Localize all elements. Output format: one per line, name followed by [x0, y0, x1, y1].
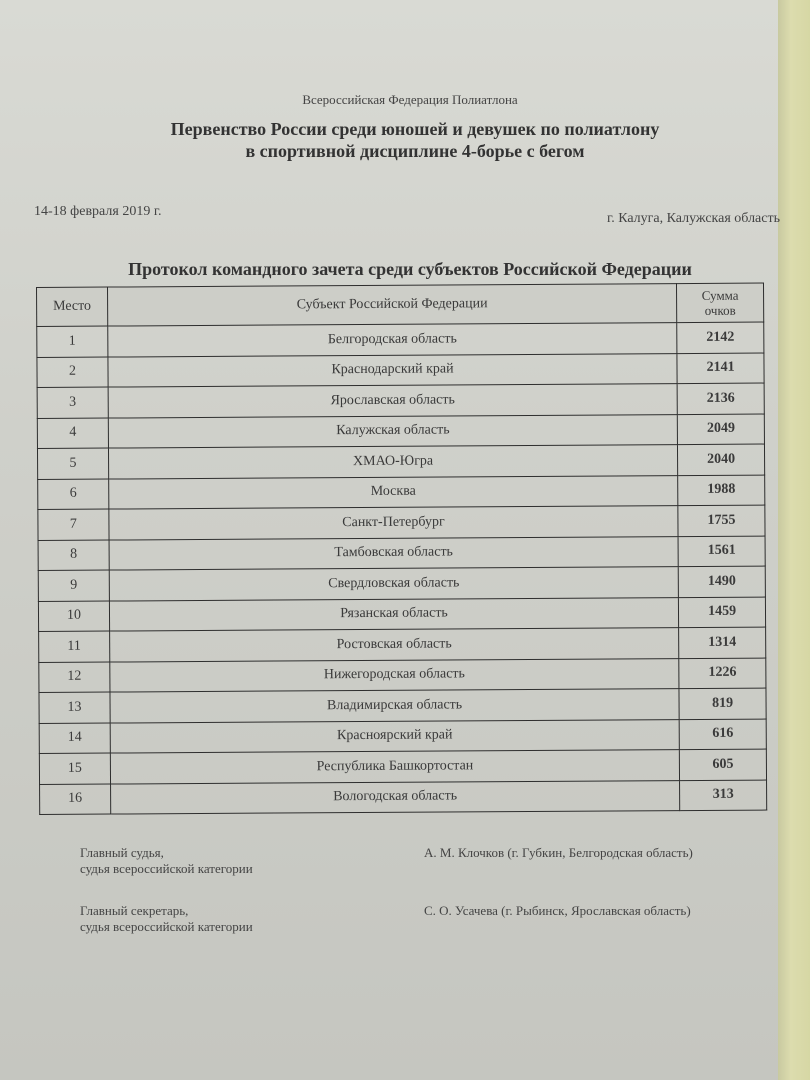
cell-points: 1226	[679, 658, 766, 689]
cell-points: 1459	[679, 597, 766, 628]
cell-points: 1314	[679, 627, 766, 658]
cell-subject: Москва	[109, 475, 678, 509]
event-location: г. Калуга, Калужская область	[607, 211, 780, 226]
signature-role	[80, 845, 253, 877]
organization-name: Всероссийская Федерация Полиатлона	[302, 92, 518, 107]
cell-place: 16	[40, 784, 111, 815]
cell-place: 15	[39, 753, 110, 784]
cell-points: 1561	[678, 536, 765, 567]
cell-points: 2136	[677, 383, 764, 414]
cell-place: 10	[38, 601, 109, 632]
cell-subject: Ростовская область	[109, 628, 678, 662]
cell-subject: Рязанская область	[109, 597, 678, 631]
table-row	[37, 414, 764, 449]
table-row	[39, 749, 766, 784]
cell-subject: Свердловская область	[109, 567, 678, 601]
table-row	[37, 322, 764, 357]
column-header-points	[677, 283, 764, 323]
column-header-subject: Субъект Российской Федерации	[107, 284, 677, 326]
cell-subject: Санкт-Петербург	[109, 506, 678, 540]
cell-place: 14	[39, 723, 110, 754]
cell-points: 2142	[677, 322, 764, 353]
points-header-line-2: очков	[704, 302, 736, 318]
cell-points: 313	[680, 780, 767, 811]
table-row	[37, 383, 764, 418]
role-line-1: Главный судья,	[80, 845, 164, 860]
cell-subject: Республика Башкортостан	[110, 750, 679, 784]
signatures-block	[80, 845, 760, 961]
table-row	[38, 475, 765, 510]
cell-subject: Белгородская область	[108, 323, 677, 357]
cell-points: 1490	[678, 566, 765, 597]
signature-name: А. М. Клочков (г. Губкин, Белгородская область)	[424, 845, 693, 860]
signature-role	[80, 903, 253, 935]
cell-points: 605	[679, 749, 766, 780]
table-row	[38, 536, 765, 571]
cell-subject: Владимирская область	[110, 689, 679, 723]
cell-place: 9	[38, 570, 109, 601]
cell-place: 8	[38, 540, 109, 571]
table-row	[40, 780, 767, 815]
table-header-row	[37, 283, 764, 326]
cell-points: 2049	[677, 414, 764, 445]
cell-place: 5	[37, 448, 108, 479]
title-line-1: Первенство России среди юношей и девушек по полиатлону	[170, 119, 660, 139]
table-row	[39, 627, 766, 662]
document-title	[0, 118, 810, 162]
cell-place: 11	[39, 631, 110, 662]
table-row	[38, 566, 765, 601]
table-row	[39, 688, 766, 723]
cell-subject: ХМАО-Югра	[108, 445, 677, 479]
cell-place: 6	[38, 479, 109, 510]
role-line-1: Главный секретарь,	[80, 903, 189, 918]
table-row	[37, 353, 764, 388]
cell-points: 1988	[678, 475, 765, 506]
cell-points: 2040	[678, 444, 765, 475]
signature-chief-judge	[80, 845, 760, 903]
cell-subject: Калужская область	[108, 414, 677, 448]
cell-points: 616	[679, 719, 766, 750]
cell-points: 1755	[678, 505, 765, 536]
cell-subject: Вологодская область	[110, 780, 679, 814]
cell-subject: Красноярский край	[110, 719, 679, 753]
role-line-2: судья всероссийской категории	[80, 861, 253, 876]
results-table	[36, 283, 767, 815]
cell-place: 4	[37, 418, 108, 449]
cell-place: 3	[37, 387, 108, 418]
signature-chief-secretary	[80, 903, 760, 961]
table-row	[39, 719, 766, 754]
table-row	[38, 505, 765, 540]
cell-place: 7	[38, 509, 109, 540]
cell-points: 819	[679, 688, 766, 719]
cell-place: 12	[39, 662, 110, 693]
cell-subject: Ярославская область	[108, 384, 677, 418]
cell-place: 13	[39, 692, 110, 723]
title-line-2: в спортивной дисциплине 4-борье с бегом	[245, 141, 585, 161]
cell-points: 2141	[677, 353, 764, 384]
wall-background	[778, 0, 810, 1080]
cell-subject: Краснодарский край	[108, 353, 677, 387]
points-header-line-1: Сумма	[701, 287, 739, 303]
signature-name: С. О. Усачева (г. Рыбинск, Ярославская область)	[424, 903, 691, 918]
table-row	[39, 658, 766, 693]
table-row	[38, 597, 765, 632]
cell-place: 1	[37, 326, 108, 357]
column-header-place: Место	[37, 287, 108, 326]
table-row	[37, 444, 764, 479]
cell-place: 2	[37, 357, 108, 388]
protocol-title: Протокол командного зачета среди субъектов Российской Федерации	[128, 259, 692, 279]
cell-subject: Нижегородская область	[110, 658, 679, 692]
event-dates: 14-18 февраля 2019 г.	[34, 204, 162, 219]
cell-subject: Тамбовская область	[109, 536, 678, 570]
role-line-2: судья всероссийской категории	[80, 919, 253, 934]
